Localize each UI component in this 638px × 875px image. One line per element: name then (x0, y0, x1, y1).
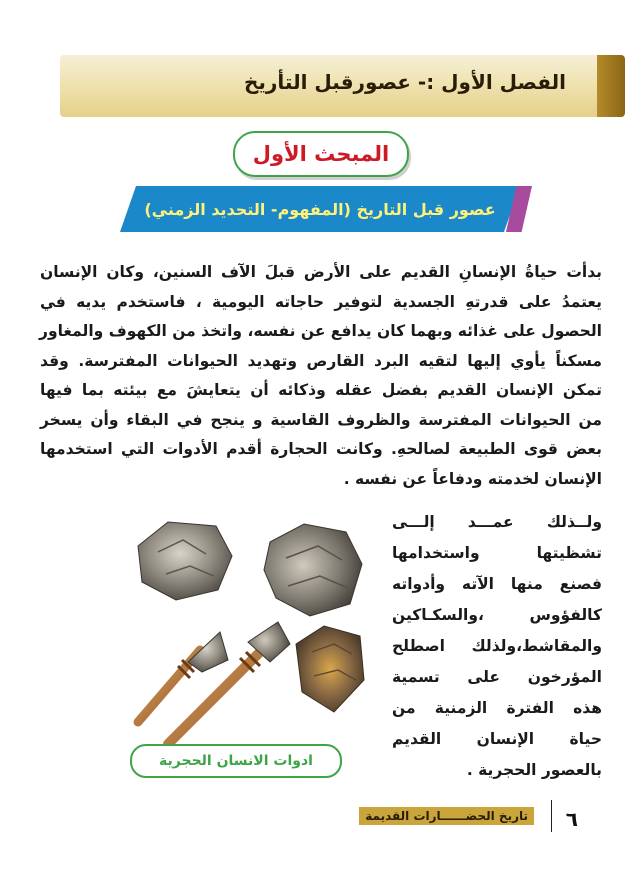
page-number: ٦ (565, 807, 578, 831)
side-line: كالفؤوس ،والسكـاكين (392, 606, 602, 624)
chapter-title: الفصل الأول :- عصورقبل التأريخ (243, 70, 566, 94)
body-paragraph (40, 258, 602, 494)
subtitle-banner (120, 186, 520, 232)
side-paragraph (392, 507, 602, 786)
hafted-axe (168, 622, 290, 744)
hand-axe-stone-left (138, 522, 232, 600)
flint-point (296, 626, 364, 712)
body-line: الإنسان لخدمته ودفاعاً عن نفسه . (343, 469, 602, 488)
body-line: بدأت حياةُ الإنسانِ القديم على الأرض قبلَ الآف السنين، وكان الإنسان (40, 263, 602, 281)
body-line: يعتمدُ على قدرتهِ الجسدية لتوفير حاجاته اليومية ، فاستخدم يديه في (40, 292, 602, 311)
hand-axe-stone-right (264, 524, 362, 616)
subtitle-text: عصور قبل التاريخ (المفهوم- التحديد الزمني) (144, 199, 496, 219)
side-line: ولــذلك عمـــد إلـــى (392, 513, 602, 531)
side-line: حياة الإنسان القديم (392, 730, 602, 748)
footer-divider (551, 800, 552, 832)
side-line: تشظيتها واستخدامها (392, 544, 602, 562)
side-line: المؤرخون على تسمية (392, 668, 602, 686)
body-line: الحصول على غذائه وبهما كان يدافع عن نفسه، واتخذ من الكهوف والمغاور (39, 322, 602, 340)
body-line: بعض قوى الطبيعة لصالحهِ. وكانت الحجارة أقدم الأدوات التي استخدمها (40, 440, 602, 458)
side-line: والمقاشط،ولذلك اصطلح (392, 637, 602, 655)
figure-caption (130, 744, 342, 778)
side-line: فصنع منها الآته وأدواته (392, 575, 602, 593)
body-line: تمكن الإنسان القديم بفضل عقله وذكائه أن يتعايشَ مع بيئته بما فيها (40, 381, 602, 399)
side-line: بالعصور الحجرية . (466, 761, 602, 779)
header-bar-edge (597, 55, 625, 117)
figure-caption-text: ادوات الانسان الحجرية (159, 753, 313, 769)
stone-tools-illustration (128, 512, 368, 752)
footer-book-title: تاريخ الحضــــــارات القديمة (359, 807, 534, 825)
side-line: هذه الفترة الزمنية من (392, 699, 602, 717)
hafted-spear (138, 632, 228, 722)
section-title-pill (233, 131, 409, 177)
body-line: مسكناً يأوي إليها لتقيه البرد القارص وتهديد الحيوانات المفترسة. وقد (40, 351, 602, 370)
section-title: المبحث الأول (252, 142, 390, 166)
body-line: من الحيوانات المفترسة والظروف القاسية و ينجح في البقاء وأن يسخر (40, 410, 602, 429)
